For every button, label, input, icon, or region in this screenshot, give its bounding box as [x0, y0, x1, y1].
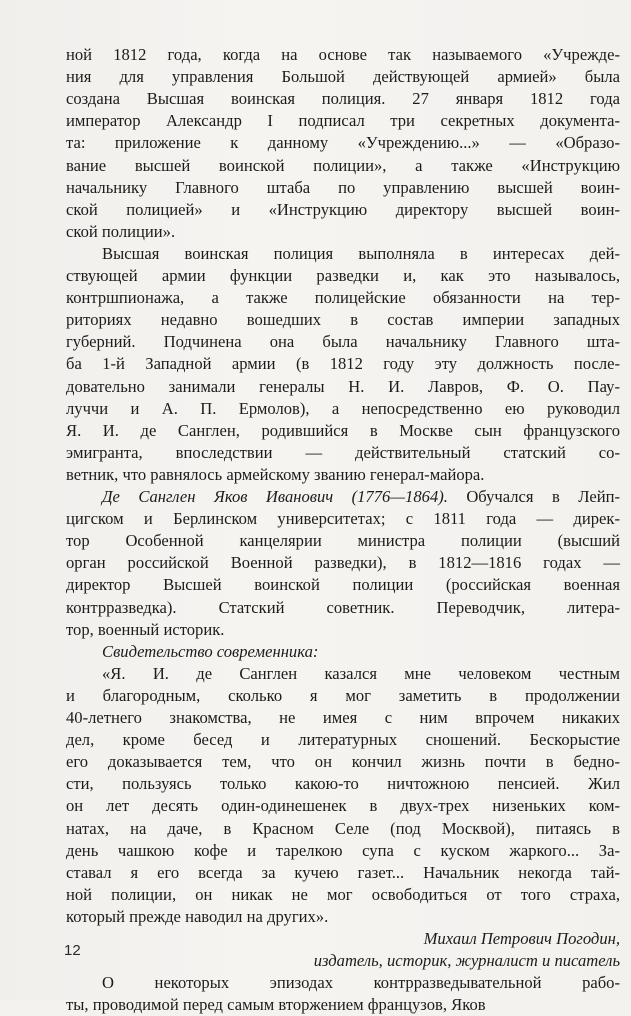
- text-line: вание высшей воинской полиции», а также «Инструкцию: [66, 155, 620, 175]
- text-line: ния для управления Большой действующей армией» была: [66, 67, 620, 87]
- text-line: натах, на даче, в Красном Селе (под Москвой), питаясь в: [66, 818, 620, 838]
- bio-name: Де Санглен Яков Иванович (1776—1864).: [102, 487, 448, 506]
- text-line: Я. И. де Санглен, родившийся в Москве сын французского: [66, 420, 620, 440]
- text-line: цигском и Берлинском университетах; с 1811 года — дирек-: [66, 509, 620, 529]
- text-line: дел, кроме бесед и литературных сношений. Бескорыстие: [66, 730, 620, 750]
- text-line: ветник, что равнялось армейскому званию генерал-майора.: [66, 464, 485, 484]
- testimony-author-title: издатель, историк, журналист и писатель: [313, 951, 620, 971]
- testimony-author: Михаил Петрович Погодин,: [423, 929, 620, 948]
- text-line: ба 1-й Западной армии (в 1812 году эту должность после-: [66, 354, 620, 374]
- text-line: 40-летнего знакомства, не имея с ним впрочем никаких: [66, 708, 620, 727]
- text-line: тор, военный историк.: [66, 619, 225, 639]
- text-line: орган российской Военной разведки), в 1812—1816 годах —: [66, 553, 620, 573]
- testimony-heading: Свидетельство современника:: [102, 641, 319, 661]
- text-line: ской полиции».: [66, 221, 176, 241]
- text-line: который прежде наводил на других».: [66, 906, 329, 926]
- text-line: император Александр I подписал три секретных документа-: [66, 111, 620, 131]
- text-line: риториях недавно вошедших в состав империи западных: [66, 310, 620, 330]
- text-line: контршпионажа, а также полицейские обязанности на тер-: [66, 288, 620, 308]
- text-line: он лет десять один-одинешенек в двух-трех низеньких ком-: [66, 796, 620, 816]
- text-line: начальнику Главного штаба по управлению высшей воин-: [66, 177, 620, 197]
- text-line: ной 1812 года, когда на основе так называемого «Учрежде-: [66, 45, 620, 64]
- text-line: та: приложение к данному «Учреждению...» — «Образо-: [66, 133, 620, 153]
- page-number: 12: [64, 942, 81, 959]
- text-line: ствующей армии функции разведки и, как это называлось,: [66, 266, 620, 285]
- text-line: ной полиции, он никак не мог освободиться от того страха,: [66, 884, 620, 904]
- text-line: ставал я его всегда за кучею газет... Начальник некогда тай-: [66, 862, 620, 882]
- text-line: О некоторых эпизодах контрразведывательной рабо-: [102, 973, 620, 993]
- text-line: тор Особенной канцелярии министра полиции (высший: [66, 531, 620, 551]
- text-line: ты, проводимой перед самым вторжением французов, Яков: [66, 995, 486, 1015]
- text-line: его доказывается тем, что он кончил жизнь почти в бедно-: [66, 752, 620, 772]
- text-line: директор Высшей воинской полиции (российская военная: [66, 575, 620, 595]
- text-line: ской полицией» и «Инструкцию директору высшей воин-: [66, 199, 620, 219]
- text-line: Высшая воинская полиция выполняла в интересах дей-: [102, 243, 620, 263]
- text-line: луччи и А. П. Ермолов), а непосредственно ею руководил: [66, 398, 620, 418]
- text-line: создана Высшая воинская полиция. 27 января 1812 года: [66, 89, 620, 109]
- text-line: контрразведка). Статский советник. Переводчик, литера-: [66, 597, 620, 617]
- text-line: и благородным, сколько я мог заметить в продолжении: [66, 685, 620, 705]
- text-line: губерний. Подчинена она была начальнику Главного шта-: [66, 332, 620, 352]
- bio-first-line: [102, 486, 620, 508]
- text-line: довательно занимали генералы Н. И. Лавров, Ф. О. Пау-: [66, 376, 620, 396]
- text-line: эмигранта, впоследствии — действительный статский со-: [66, 442, 620, 462]
- text-line: сти, пользуясь только какою-то ничтожною пенсией. Жил: [66, 774, 620, 794]
- bio-first-line-text: Обучался в Лейп-: [466, 487, 620, 506]
- text-line: «Я. И. де Санглен казался мне человеком честным: [102, 663, 620, 683]
- text-line: день чашкою кофе и тарелкою супа с куском жаркого... За-: [66, 840, 620, 860]
